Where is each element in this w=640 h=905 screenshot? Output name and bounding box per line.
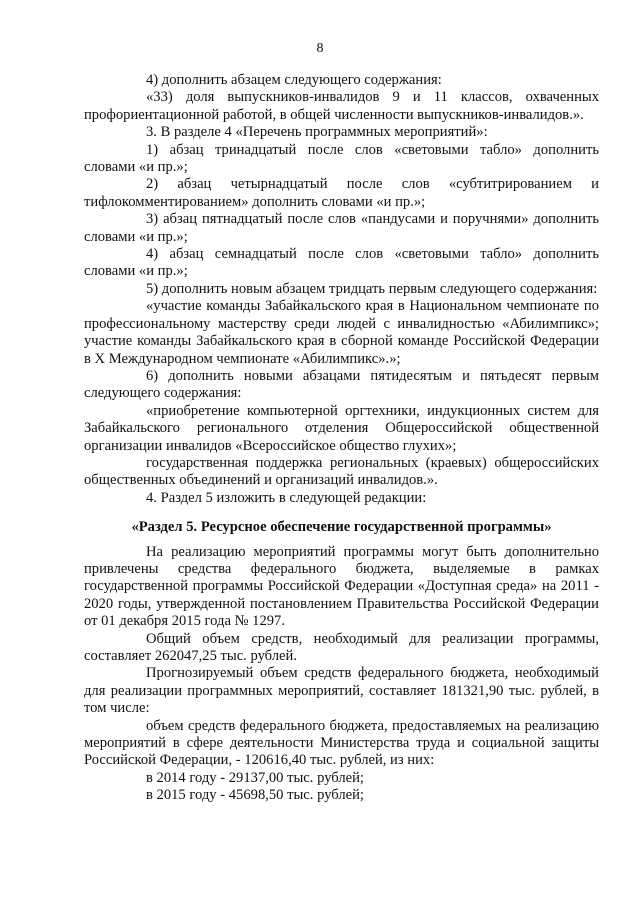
paragraph: Общий объем средств, необходимый для реализации программы, составляет 262047,25 тыс. рублей. xyxy=(84,630,599,664)
paragraph: в 2014 году - 29137,00 тыс. рублей; xyxy=(146,769,364,786)
paragraph: Прогнозируемый объем средств федерального бюджета, необходимый для реализации программных мероприятий, составляет 181321,90 тыс. рублей, в том числе: xyxy=(84,665,599,717)
section-heading: «Раздел 5. Ресурсное обеспечение государственной программы» xyxy=(131,519,552,536)
page-number: 8 xyxy=(316,41,324,56)
paragraph: 2) абзац четырнадцатый после слов «субтитрированием и тифлокомментированием» дополнить словами «и пр.»; xyxy=(84,176,599,210)
paragraph: 4) дополнить абзацем следующего содержания: xyxy=(146,72,442,88)
paragraph: 3) абзац пятнадцатый после слов «пандусами и поручнями» дополнить словами «и пр.»; xyxy=(84,211,599,245)
paragraph: 6) дополнить новыми абзацами пятидесятым и пятьдесят первым следующего содержания: xyxy=(84,367,599,402)
paragraph: 4. Раздел 5 изложить в следующей редакции: xyxy=(146,489,427,506)
paragraph: государственная поддержка региональных (краевых) общероссийских общественных объединений и организаций инвалидов.». xyxy=(84,454,599,489)
paragraph: «33) доля выпускников-инвалидов 9 и 11 классов, охваченных профориентационной работой, в общей численности выпускников-инвалидов.». xyxy=(84,89,599,123)
paragraph: 3. В разделе 4 «Перечень программных мероприятий»: xyxy=(146,124,488,141)
paragraph: объем средств федерального бюджета, предоставляемых на реализацию мероприятий в сфере деятельности Министерства труда и социальной защиты Российской Федерации, - 120616,40 тыс. рублей, из них: xyxy=(84,717,599,769)
paragraph: в 2015 году - 45698,50 тыс. рублей; xyxy=(146,787,364,804)
document-body xyxy=(84,72,599,805)
paragraph: На реализацию мероприятий программы могут быть дополнительно привлечены средства федерального бюджета, выделяемые в рамках государственной программы Российской Федерации «Доступная среда» на 2011 - 2020 годы, утвержденной постановлением Правительства Российской Федерации от 01 декабря 2015 года № 1297. xyxy=(84,543,599,630)
paragraph: «приобретение компьютерной оргтехники, индукционных систем для Забайкальского регионального отделения Общероссийской общественной организации инвалидов «Всероссийское общество глухих»; xyxy=(84,402,599,454)
paragraph: 5) дополнить новым абзацем тридцать первым следующего содержания: xyxy=(146,280,598,297)
paragraph: 1) абзац тринадцатый после слов «световыми табло» дополнить словами «и пр.»; xyxy=(84,141,599,176)
paragraph: «участие команды Забайкальского края в Национальном чемпионате по профессиональному мастерству среди людей с инвалидностью «Абилимпикс»; участие команды Забайкальского края в сборной команде Российской Федерации в X Международном чемпионате «Абилимпикс».»; xyxy=(84,298,599,367)
paragraph: 4) абзац семнадцатый после слов «световыми табло» дополнить словами «и пр.»; xyxy=(84,246,599,280)
